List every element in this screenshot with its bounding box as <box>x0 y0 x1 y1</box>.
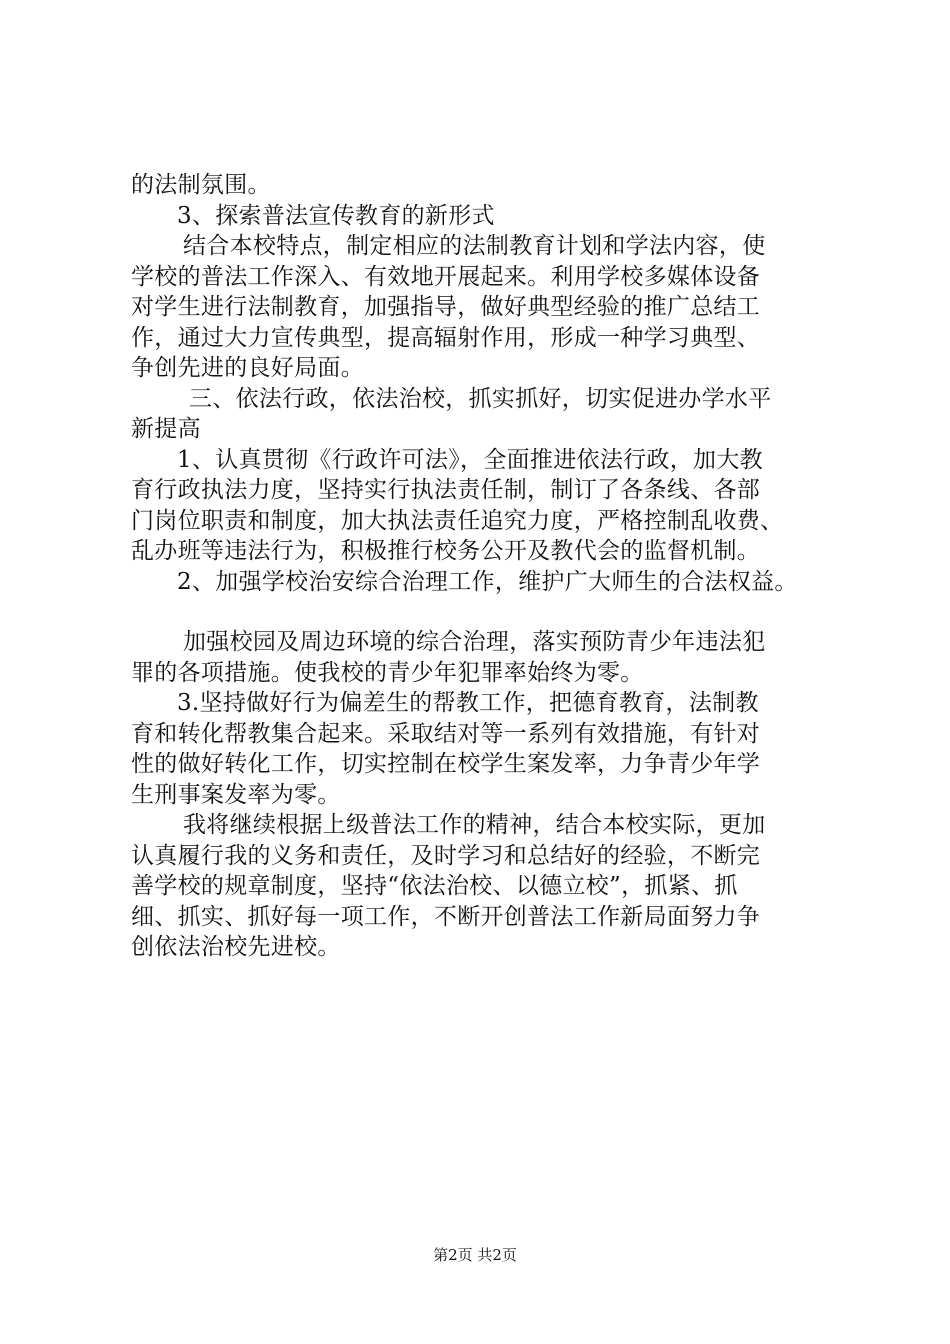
text-line: 门岗位职责和制度，加大执法责任追究力度，严格控制乱收费、 <box>131 507 784 534</box>
text-line: 性的做好转化工作，切实控制在校学生案发率，力争青少年学 <box>131 751 761 777</box>
page-number: 第2页 共2页 <box>433 1246 517 1264</box>
text-line: 新提高 <box>131 416 201 442</box>
section-heading-main <box>131 384 851 445</box>
section-heading-3 <box>131 201 851 232</box>
paragraph-continuation <box>131 170 851 201</box>
text-line: 加强校园及周边环境的综合治理，落实预防青少年违法犯 <box>183 629 766 655</box>
text-line: 作，通过大力宣传典型，提高辐射作用，形成一种学习典型、 <box>131 324 761 351</box>
paragraph <box>131 810 851 963</box>
text-line: 育和转化帮教集合起来。采取结对等一系列有效措施，有针对 <box>131 720 761 747</box>
text-line: 3、探索普法宣传教育的新形式 <box>177 202 495 229</box>
text-line: 三、依法行政，依法治校，抓实抓好，切实促进办学水平 <box>189 385 772 412</box>
paragraph <box>131 567 851 598</box>
text-line: 的法制氛围。 <box>131 172 271 198</box>
text-line: 善学校的规章制度，坚持“依法治校、以德立校”，抓紧、抓 <box>131 873 738 899</box>
text-line: 我将继续根据上级普法工作的精神，结合本校实际，更加 <box>183 812 766 838</box>
text-line: 认真履行我的义务和责任，及时学习和总结好的经验，不断完 <box>131 842 761 869</box>
paragraph <box>131 231 851 384</box>
text-line: 3.坚持做好行为偏差生的帮教工作，把德育教育，法制教 <box>177 690 759 716</box>
text-line: 1、认真贯彻《行政许可法》，全面推进依法行政，加大教 <box>177 446 763 473</box>
paragraph <box>131 627 851 688</box>
text-line: 生刑事案发率为零。 <box>131 781 341 808</box>
paragraph-spacer <box>131 597 851 627</box>
text-line: 争创先进的良好局面。 <box>131 355 364 381</box>
text-line: 创依法治校先进校。 <box>131 934 341 960</box>
text-line: 2、加强学校治安综合治理工作，维护广大师生的合法权益。 <box>177 568 798 595</box>
page-footer <box>0 1245 950 1265</box>
text-line: 对学生进行法制教育，加强指导，做好典型经验的推广总结工 <box>131 294 761 320</box>
text-line: 育行政执法力度，坚持实行执法责任制，制订了各条线、各部 <box>131 477 761 503</box>
text-line: 学校的普法工作深入、有效地开展起来。利用学校多媒体设备 <box>131 263 761 290</box>
paragraph <box>131 445 851 567</box>
text-line: 罪的各项措施。使我校的青少年犯罪率始终为零。 <box>131 659 644 686</box>
paragraph <box>131 688 851 810</box>
text-line: 细、抓实、抓好每一项工作，不断开创普法工作新局面努力争 <box>131 903 761 930</box>
text-line: 乱办班等违法行为，积极推行校务公开及教代会的监督机制。 <box>131 538 761 564</box>
text-line: 结合本校特点，制定相应的法制教育计划和学法内容，使 <box>183 233 766 259</box>
document-body <box>131 170 851 963</box>
